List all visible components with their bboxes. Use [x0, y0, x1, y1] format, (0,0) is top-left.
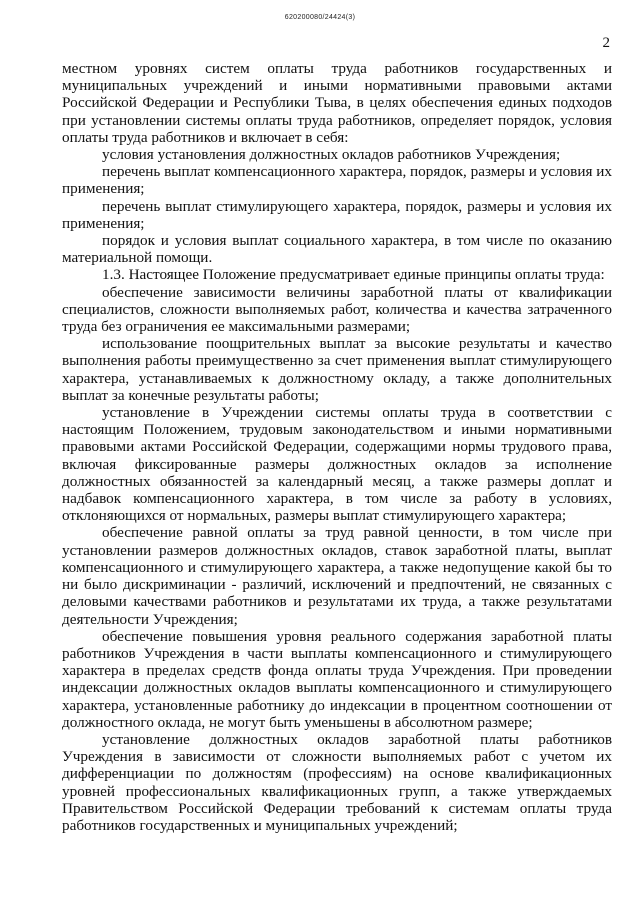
- page-number: 2: [602, 35, 610, 51]
- paragraph: установление должностных окладов заработной платы работников Учреждения в зависимости от сложности выполняемых работ с учетом их дифференциации по должностям (профессиям) на основе квалификационных уровней профессиональных квалификационных групп, а также утверждаемых Правительством Российской Федерации требований к системам оплаты труда работников государственных и муниципальных учреждений;: [62, 730, 612, 834]
- paragraph: 1.3. Настоящее Положение предусматривает единые принципы оплаты труда:: [102, 266, 605, 284]
- paragraph: перечень выплат компенсационного характера, порядок, размеры и условия их применения;: [62, 163, 612, 198]
- paragraph: использование поощрительных выплат за высокие результаты и качество выполнения работы преимущественно за счет применения выплат стимулирующего характера, устанавливаемых к должностному окладу, а также дополнительных выплат за конечные результаты работы;: [62, 335, 612, 404]
- paragraph: обеспечение зависимости величины заработной платы от квалификации специалистов, сложности выполняемых работ, количества и качества затраченного труда без ограничения ее максимальными размерами;: [62, 283, 612, 336]
- paragraph: перечень выплат стимулирующего характера, порядок, размеры и условия их применения;: [62, 197, 612, 232]
- paragraph: обеспечение равной оплаты за труд равной ценности, в том числе при установлении размеров должностных окладов, ставок заработной платы, выплат компенсационного и стимулирующего характера, а также недопущение какой бы то ни было дискриминации - различий, исключений и предпочтений, не связанных с деловыми качествами работников и результатами их труда, а также результатами деятельности Учреждения;: [62, 524, 612, 628]
- paragraph: установление в Учреждении системы оплаты труда в соответствии с настоящим Положением, трудовым законодательством и иными нормативными правовыми актами Российской Федерации, содержащими нормы трудового права, включая фиксированные размеры должностных окладов за исполнение должностных обязанностей за календарный месяц, а также размеры доплат и надбавок компенсационного характера, в том числе за работу в условиях, отклоняющихся от нормальных, размеры выплат стимулирующего характера;: [62, 404, 612, 525]
- paragraph-continuation: местном уровнях систем оплаты труда работников государственных и муниципальных учреждений и иными нормативными правовыми актами Российской Федерации и Республики Тыва, в целях обеспечения единых подходов при установлении системы оплаты труда работников, определяет порядок, условия оплаты труда работников и включает в себя:: [62, 60, 612, 146]
- document-body: [62, 60, 612, 834]
- paragraph: порядок и условия выплат социального характера, в том числе по оказанию материальной помощи.: [62, 232, 612, 267]
- document-code: 620200080/24424(3): [284, 14, 356, 21]
- paragraph: условия установления должностных окладов работников Учреждения;: [102, 146, 561, 164]
- paragraph: обеспечение повышения уровня реального содержания заработной платы работников Учреждения в части выплаты компенсационного и стимулирующего характера в пределах средств фонда оплаты труда Учреждения. При проведении индексации должностных окладов выплаты компенсационного и стимулирующего характера, установленные работнику до индексации в процентном соотношении от должностного оклада, не могут быть уменьшены в абсолютном размере;: [62, 627, 612, 731]
